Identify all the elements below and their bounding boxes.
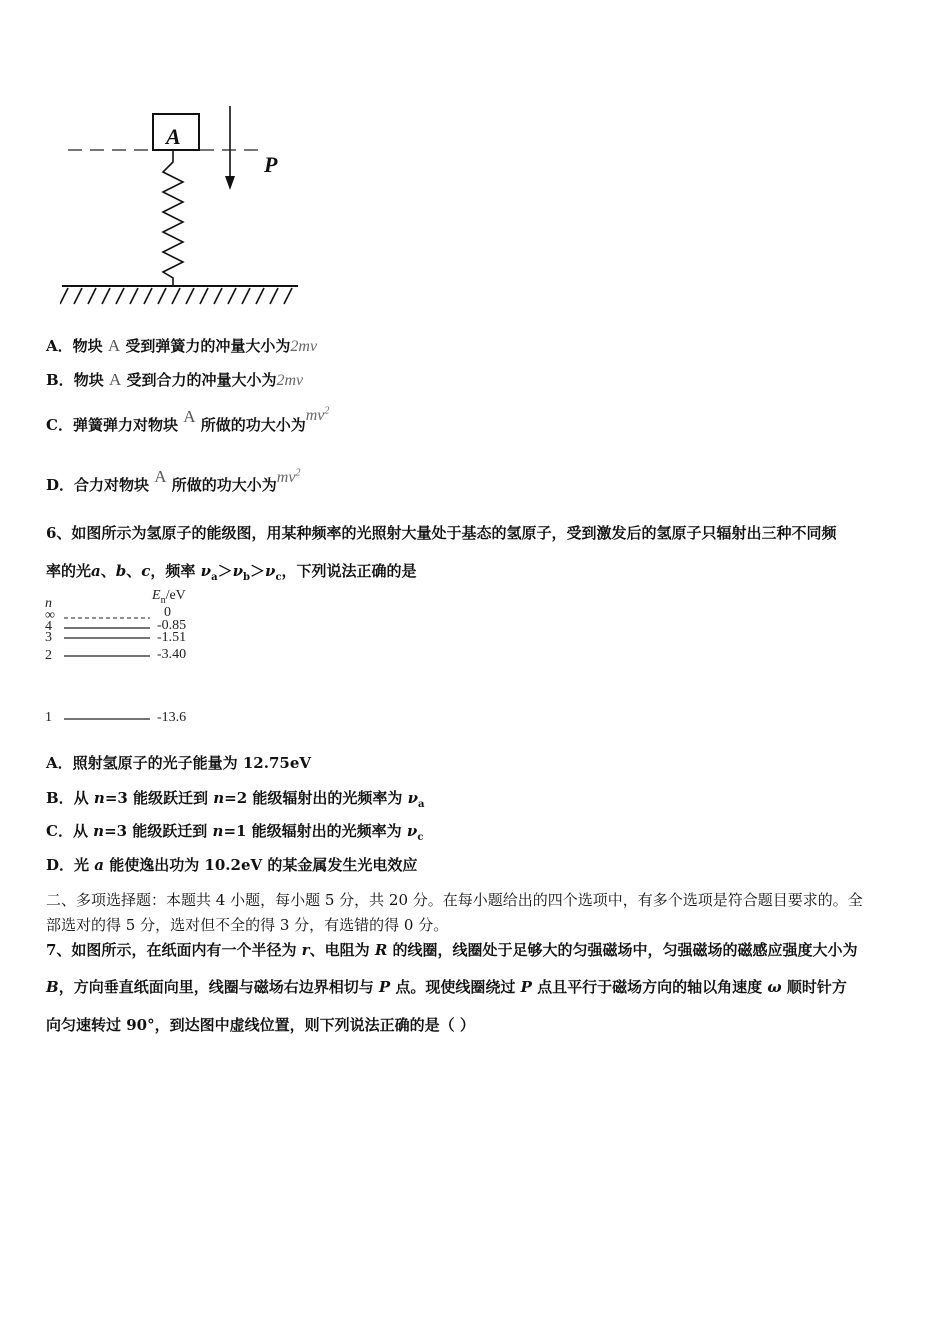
q5-option-b: B．物块 A 受到合力的冲量大小为2mv [46,370,304,389]
level-e-1: -13.6 [157,710,187,725]
level-lines [60,600,160,730]
q6-stem-line2: 率的光a、b、c，频率 $\nu_a>\nu_b>\nu_c$，下列说法正确的是 [46,562,417,583]
section2-line2: 部选对的得 5 分，选对但不全的得 3 分，有选错的得 0 分。 [46,916,449,934]
level-n-3: 3 [45,630,52,645]
level-e-2: -3.40 [157,647,187,662]
arrow-down-icon [225,176,235,190]
level-n-2: 2 [45,648,52,663]
spring-block-figure [60,100,320,310]
level-e-4: -0.85 [157,618,187,633]
section2-line1: 二、多项选择题：本题共 4 小题，每小题 5 分，共 20 分。在每小题给出的四个选项中，有多个选项是符合题目要求的。全 [46,891,863,909]
q7-line1: 7、如图所示，在纸面内有一个半径为 r、电阻为 R 的线圈，线圈处于足够大的匀强磁场中，匀强磁场的磁感应强度大小为 [46,941,858,959]
q5-option-a: A．物块 A 受到弹簧力的冲量大小为2mv [46,336,318,355]
level-e-3: -1.51 [157,630,187,645]
block-label: A [166,124,181,149]
n-axis-label: n [45,596,52,611]
q6-stem-line1: 6、如图所示为氢原子的能级图，用某种频率的光照射大量处于基态的氢原子，受到激发后的氢原子只辐射出三种不同频 [46,524,837,542]
q6-option-d: D．光 a 能使逸出功为 10.2eV 的某金属发生光电效应 [46,856,418,874]
arrow-label: P [264,152,278,177]
q7-line2: B，方向垂直纸面向里，线圈与磁场右边界相切与 P 点。现使线圈绕过 P 点且平行于磁场方向的轴以角速度 ω 顺时针方 [46,978,847,996]
energy-axis-label: $E_n/eV$ [152,588,186,606]
level-e-inf: 0 [164,605,171,620]
q5-option-c: C．弹簧弹力对物块 A 所做的功大小为$mv^2$ [46,405,330,434]
q5-option-d: D．合力对物块 A 所做的功大小为$mv^2$ [46,467,301,494]
level-n-1: 1 [45,710,52,725]
q6-option-c: C．从 n=3 能级跃迁到 n=1 能级辐射出的光频率为 $\nu_c$ [46,822,424,843]
ground-hatching [60,288,292,304]
q6-option-a: A．照射氢原子的光子能量为 12.75eV [46,754,312,772]
q6-option-b: B．从 n=3 能级跃迁到 n=2 能级辐射出的光频率为 $\nu_a$ [46,789,425,810]
level-n-inf: ∞ [45,608,55,623]
q7-line3: 向匀速转过 90°，到达图中虚线位置，则下列说法正确的是（ ） [46,1016,475,1034]
level-n-4: 4 [45,619,52,634]
